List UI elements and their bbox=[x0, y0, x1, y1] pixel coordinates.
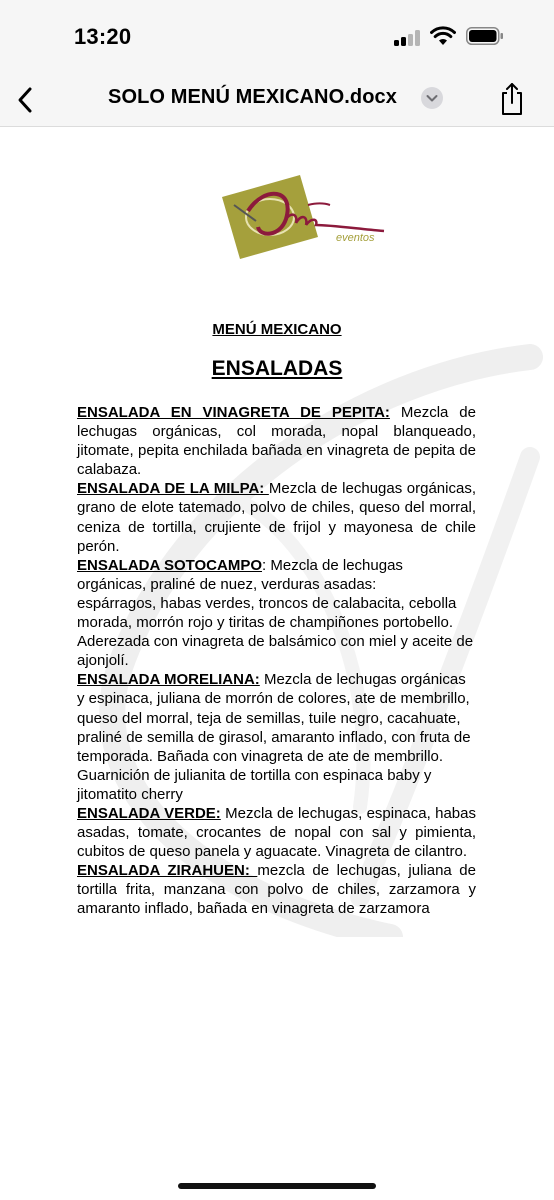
menu-items bbox=[77, 403, 476, 919]
back-chevron-icon[interactable] bbox=[12, 82, 40, 118]
item-name: ENSALADA VERDE: bbox=[77, 804, 221, 822]
document-title[interactable]: SOLO MENÚ MEXICANO.docx bbox=[108, 86, 397, 108]
item-description: Mezcla de lechugas orgánicas, col morada, nopal blanqueado, jitomate, pepita enchilada bañada en vinagreta de pepita de calabaza. bbox=[77, 404, 476, 479]
menu-item bbox=[77, 804, 476, 861]
menu-item bbox=[77, 556, 476, 671]
navigation-bar bbox=[0, 76, 554, 127]
item-name: ENSALADA MORELIANA: bbox=[77, 671, 260, 689]
chevron-down-icon[interactable] bbox=[421, 87, 443, 109]
company-logo bbox=[220, 175, 390, 265]
wifi-icon bbox=[430, 26, 456, 46]
status-time: 13:20 bbox=[74, 24, 132, 49]
share-icon[interactable] bbox=[498, 81, 526, 117]
menu-item bbox=[77, 403, 476, 479]
document-page[interactable] bbox=[0, 127, 554, 1200]
menu-item bbox=[77, 861, 476, 918]
item-name: ENSALADA EN VINAGRETA DE PEPITA: bbox=[77, 404, 390, 421]
item-name: ENSALADA SOTOCAMPO bbox=[77, 556, 263, 574]
item-description: mezcla de lechugas, juliana de tortilla frita, manzana con polvo de chiles, zarzamora y amaranto inflado, bañada en vinagreta de zarzamora bbox=[77, 862, 476, 918]
status-bar bbox=[0, 0, 554, 76]
item-description: : Mezcla de lechugas orgánicas, praliné de nuez, verduras asadas: espárragos, habas verdes, troncos de calabacita, cebolla morada, morrón rojo y tiritas de champiñones portobello. Aderezada con vinagreta de balsámico con miel y aceite de ajonjolí. bbox=[77, 556, 474, 670]
item-description: Mezcla de lechugas orgánicas, grano de elote tatemado, polvo de chiles, queso del morral, ceniza de tortilla, crujiente de frijol y mayonesa de chile perón. bbox=[77, 480, 476, 555]
menu-item bbox=[77, 479, 476, 555]
item-name: ENSALADA ZIRAHUEN: bbox=[77, 862, 258, 880]
logo-graphic bbox=[220, 175, 390, 265]
cellular-signal-icon bbox=[394, 30, 422, 46]
item-description: Mezcla de lechugas orgánicas y espinaca, juliana de morrón de colores, ate de membrillo, queso del morral, teja de semillas, tuile negro, cacahuate, praliné de semilla de girasol, amaranto inflado, con fruta de temporada. Bañada con vinagreta de ate de membrillo. Guarnición de julianita de tortilla con espinaca baby y jitomatito cherry bbox=[77, 671, 471, 803]
logo-sub-text: eventos bbox=[336, 232, 375, 244]
item-description: Mezcla de lechugas, espinaca, habas asadas, tomate, crocantes de nopal con sal y pimienta, cubitos de queso panela y aguacate. Vinagreta de cilantro. bbox=[77, 804, 476, 861]
menu-item bbox=[77, 670, 476, 804]
home-indicator[interactable] bbox=[178, 1183, 376, 1189]
menu-title: MENÚ MEXICANO bbox=[212, 321, 342, 338]
battery-icon bbox=[466, 27, 504, 45]
item-name: ENSALADA DE LA MILPA: bbox=[77, 480, 269, 498]
section-title: ENSALADAS bbox=[211, 357, 343, 380]
